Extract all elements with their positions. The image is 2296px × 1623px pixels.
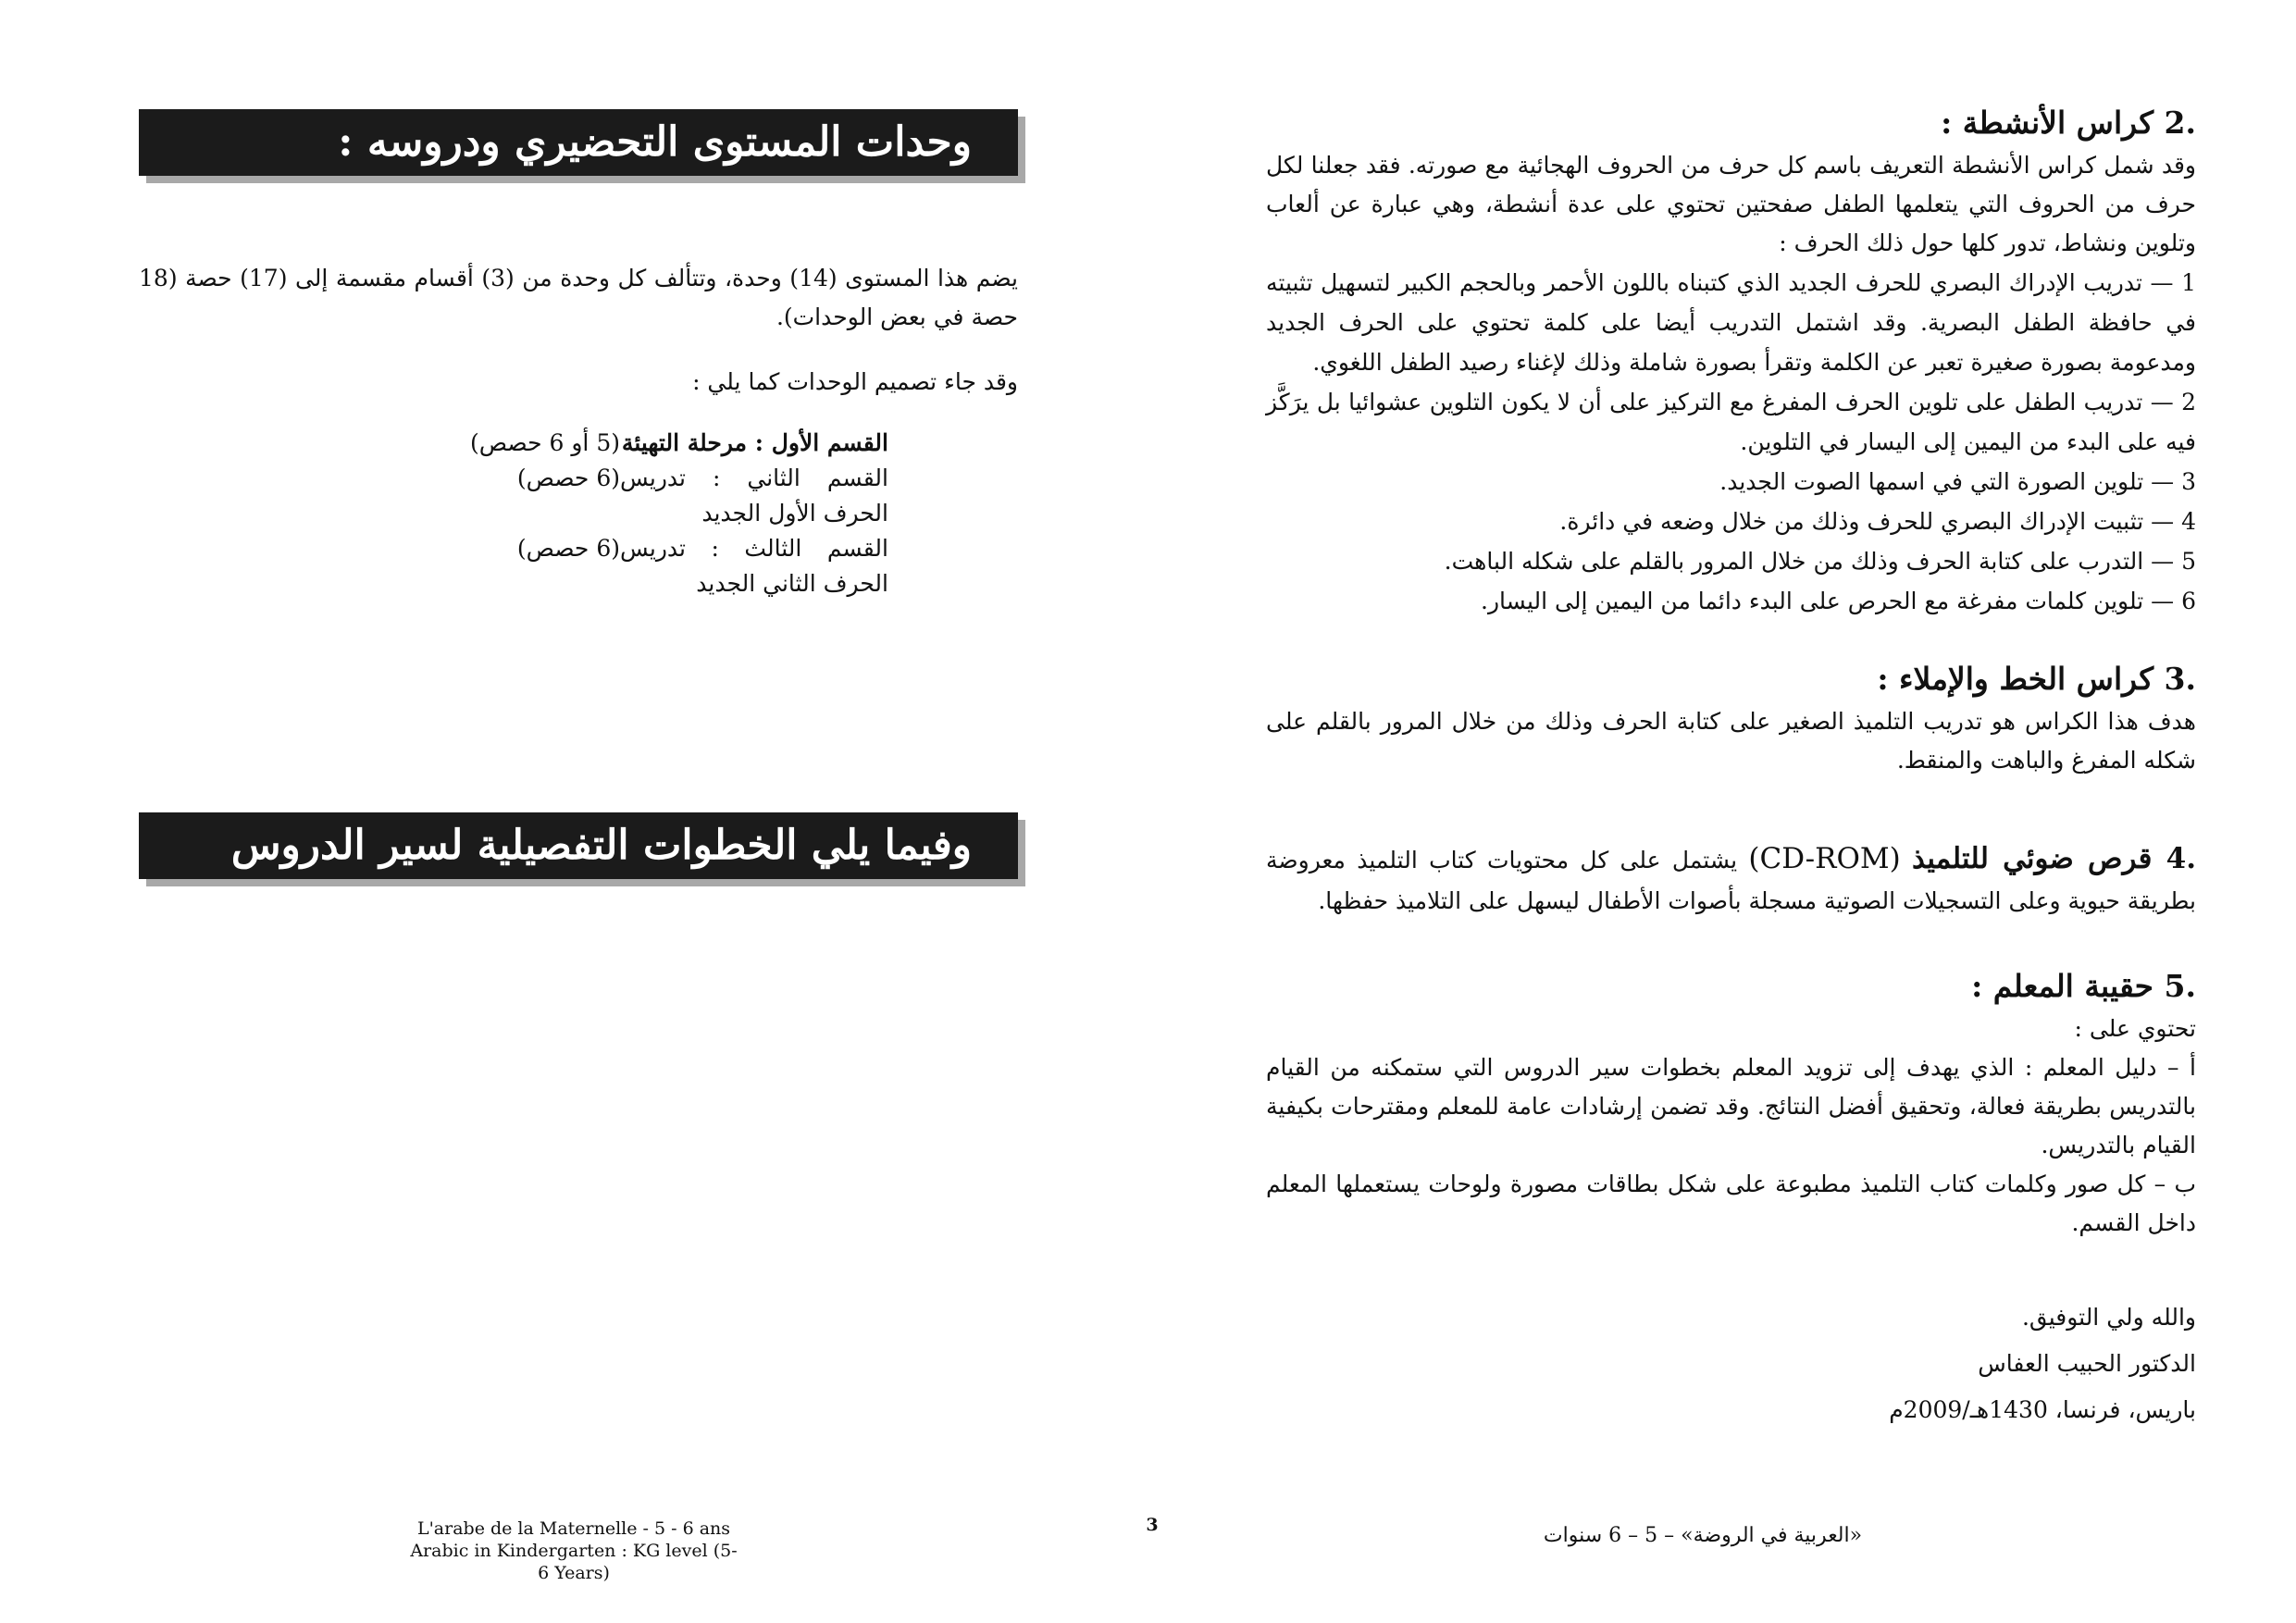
section-sessions: (6 حصص) [516, 465, 620, 491]
cards-item: ب – كل صور وكلمات كتاب التلميذ مطبوعة على شكل بطاقات مصورة ولوحات يستعملها المعلم داخل القسم. [1266, 1171, 2196, 1236]
cdrom-text: يشتمل على كل محتويات كتاب التلميذ معروضة بطريقة حيوية وعلى التسجيلات الصوتية مسجلة بأصوات الأطفال ليسهل على التلاميذ حفظها. [1266, 847, 2196, 914]
cdrom-title: .4 قرص ضوئي للتلميذ [1912, 842, 2196, 875]
steps-banner: وفيما يلي الخطوات التفصيلية لسير الدروس [139, 812, 1018, 879]
teacher-kit-intro: تحتوي على : [2074, 1015, 2196, 1042]
list-item: 3 — تلوين الصورة التي في اسمها الصوت الجديد. [1719, 468, 2196, 495]
handwriting-title: .3 كراس الخط والإملاء : [1877, 661, 2196, 697]
section-line [139, 461, 888, 531]
list-item: 6 — تلوين كلمات مفرغة مع الحرص على البدء دائما من اليمين إلى اليسار. [1481, 588, 2196, 614]
handwriting-text: هدف هذا الكراس هو تدريب التلميذ الصغير على كتابة الحرف وذلك من خلال المرور بالقلم على شكله المفرغ والباهت والمنقط. [1266, 708, 2196, 774]
design-paragraph: وقد جاء تصميم الوحدات كما يلي : [692, 368, 1018, 395]
left-page [139, 109, 1018, 879]
sections-list [139, 426, 888, 601]
place-date: باريس، فرنسا، 1430هـ/2009م [1889, 1396, 2196, 1423]
section-name: القسم الثالث : تدريس الحرف الثاني الجديد [620, 535, 888, 597]
page-number: 3 [1146, 1515, 1159, 1535]
list-item: 5 — التدرب على كتابة الحرف وذلك من خلال المرور بالقلم على شكله الباهت. [1444, 548, 2196, 575]
activities-list [1266, 263, 2196, 621]
units-banner: وحدات المستوى التحضيري ودروسه : [139, 109, 1018, 176]
cdrom-code: (CD-ROM) [1748, 842, 1901, 875]
teacher-kit-title: .5 حقيبة المعلم : [1971, 968, 2196, 1004]
teacher-guide-item: أ – دليل المعلم : الذي يهدف إلى تزويد المعلم بخطوات سير الدروس التي ستمكنه من القيام بالتدريس بطريقة فعالة، وتحقيق أفضل النتائج. وقد تضمن إرشادات عامة للمعلم ومقترحات بكيفية القيام بالتدريس. [1266, 1054, 2196, 1158]
section-name: القسم الثاني : تدريس الحرف الأول الجديد [620, 465, 888, 527]
cdrom-paragraph [1266, 836, 2196, 921]
section-sessions: (5 أو 6 حصص) [470, 429, 620, 456]
footer-left [407, 1518, 740, 1584]
list-item: 2 — تدريب الطفل على تلوين الحرف المفرغ مع التركيز على أن لا يكون التلوين عشوائيا بل يرَكَّز فيه على البدء من اليمين إلى اليسار في التلوين. [1266, 389, 2196, 455]
list-item: 4 — تثبيت الإدراك البصري للحرف وذلك من خلال وضعه في دائرة. [1559, 508, 2196, 535]
footer-french-title: L'arabe de la Maternelle - 5 - 6 ans [416, 1518, 731, 1539]
right-page [1266, 100, 2196, 1433]
intro-paragraph: يضم هذا المستوى (14) وحدة، وتتألف كل وحدة من (3) أقسام مقسمة إلى (17) حصة (18 حصة في بعض الوحدات). [139, 265, 1019, 330]
footer-english-title: Arabic in Kindergarten : KG level (5-6 Years) [410, 1541, 738, 1583]
section-line [139, 531, 888, 601]
section-sessions: (6 حصص) [516, 535, 620, 562]
activities-intro: وقد شمل كراس الأنشطة التعريف باسم كل حرف من الحروف الهجائية مع صورته. فقد جعلنا لكل حرف من الحروف التي يتعلمها الطفل صفحتين تحتوي على عدة أنشطة، وهي عبارة عن ألعاب وتلوين ونشاط، تدور كلها حول ذلك الحرف : [1266, 152, 2196, 256]
section-line [139, 426, 888, 461]
footer-arabic-title: «العربية في الروضة» – 5 – 6 سنوات [1543, 1524, 1863, 1547]
closing-line: والله ولي التوفيق. [2021, 1304, 2196, 1331]
list-item: 1 — تدريب الإدراك البصري للحرف الجديد الذي كتبناه باللون الأحمر وبالحجم الكبير لتسهيل تثبيته في حافظة الطفل البصرية. وقد اشتمل التدريب أيضا على كلمة تحتوي على الحرف الجديد ومدعومة بصورة صغيرة تعبر عن الكلمة وتقرأ بصورة شاملة وذلك لإغناء رصيد الطفل اللغوي. [1266, 269, 2196, 376]
activities-title: .2 كراس الأنشطة : [1941, 105, 2196, 141]
author-name: الدكتور الحبيب العفاس [1978, 1350, 2196, 1377]
section-name: القسم الأول : مرحلة التهيئة [621, 429, 888, 456]
